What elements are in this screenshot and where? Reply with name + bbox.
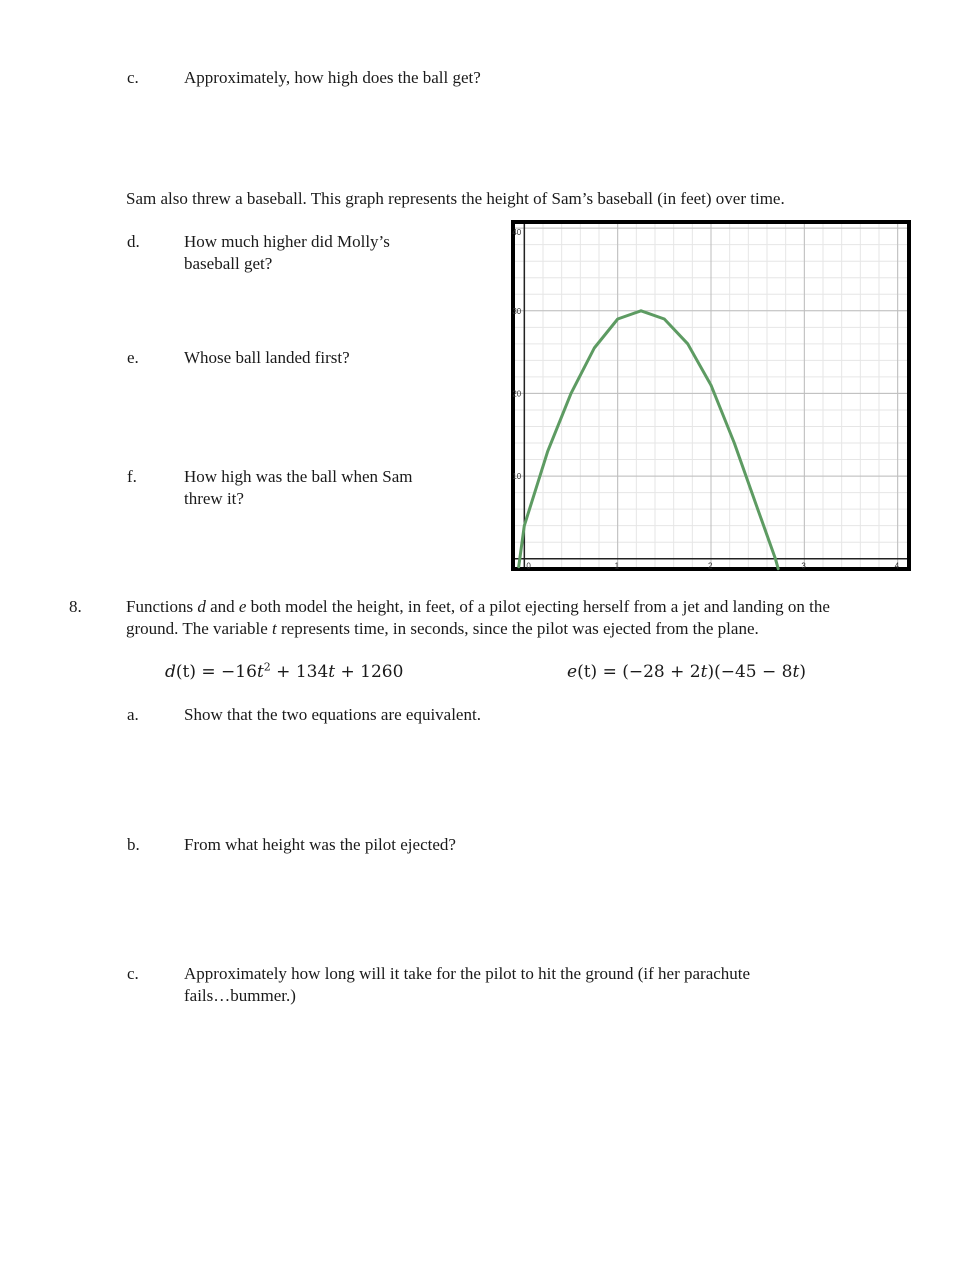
q8c-question bbox=[184, 963, 750, 1007]
eq-e-t2: t bbox=[792, 662, 800, 682]
eq-e-t1: t bbox=[700, 662, 708, 682]
q8-prompt bbox=[126, 596, 916, 640]
q8b-label: b. bbox=[127, 835, 140, 854]
part-f-line1: How high was the ball when Sam bbox=[184, 467, 413, 486]
part-c-label: c. bbox=[127, 68, 139, 87]
part-d-line2: baseball get? bbox=[184, 254, 273, 273]
eq-e-rhs-b: )(−45 − 8 bbox=[707, 662, 793, 682]
q8-line2 bbox=[126, 618, 916, 640]
q8-line2-post: represents time, in seconds, since the pilot was ejected from the plane. bbox=[276, 619, 759, 638]
x-tick-label: 0 bbox=[526, 561, 531, 571]
eq-e-arg: (t) bbox=[577, 662, 598, 682]
var-d: d bbox=[197, 597, 206, 616]
y-tick-label: 40 bbox=[512, 228, 522, 238]
q8-line2-pre: ground. The variable bbox=[126, 619, 273, 638]
equation-e bbox=[567, 661, 806, 683]
eq-e-rhs-a: = (−28 + 2 bbox=[597, 662, 701, 682]
part-e-label: e. bbox=[127, 348, 139, 367]
part-d-label: d. bbox=[127, 232, 140, 251]
q8a-question: Show that the two equations are equivalent. bbox=[184, 705, 481, 724]
part-e-question: Whose ball landed first? bbox=[184, 348, 350, 367]
eq-e-rhs-c: ) bbox=[799, 662, 806, 682]
part-d-line1: How much higher did Molly’s bbox=[184, 232, 390, 251]
q8b-question: From what height was the pilot ejected? bbox=[184, 835, 456, 854]
y-tick-label: 30 bbox=[512, 306, 522, 316]
eq-e-lhs: e bbox=[567, 662, 578, 682]
q8a-label: a. bbox=[127, 705, 139, 724]
q8-line1-mid: and bbox=[205, 597, 239, 616]
graph-svg bbox=[512, 224, 907, 571]
var-t: t bbox=[272, 619, 277, 638]
part-f-label: f. bbox=[127, 467, 137, 486]
sam-baseball-graph bbox=[511, 220, 911, 571]
x-tick-label: 3 bbox=[801, 561, 806, 571]
var-e: e bbox=[238, 597, 247, 616]
eq-d-arg: (t) bbox=[175, 662, 196, 682]
x-tick-label: 4 bbox=[894, 561, 900, 571]
part-f-line2: threw it? bbox=[184, 489, 244, 508]
equation-d bbox=[165, 661, 403, 683]
y-tick-label: 20 bbox=[512, 389, 522, 399]
q8c-line2: fails…bummer.) bbox=[184, 986, 296, 1005]
q8c-label: c. bbox=[127, 964, 139, 983]
y-tick-label: 10 bbox=[512, 472, 522, 482]
eq-d-t1: t bbox=[256, 662, 264, 682]
x-tick-label: 2 bbox=[708, 561, 713, 571]
part-d-question bbox=[184, 231, 390, 275]
eq-d-lhs: d bbox=[165, 662, 176, 682]
q8-line1-post: both model the height, in feet, of a pilot ejecting herself from a jet and landing on the bbox=[246, 597, 830, 616]
series-line-sam-baseball bbox=[519, 311, 779, 569]
eq-d-exponent: 2 bbox=[263, 660, 271, 674]
eq-d-t2: t bbox=[328, 662, 336, 682]
part-c-question: Approximately, how high does the ball get? bbox=[184, 68, 481, 87]
q8-number: 8. bbox=[69, 597, 82, 616]
eq-d-rhs-a: = −16 bbox=[196, 662, 257, 682]
eq-d-rhs-b: + 134 bbox=[270, 662, 329, 682]
q8-line1-pre: Functions bbox=[126, 597, 198, 616]
part-f-question bbox=[184, 466, 413, 510]
q8-line1 bbox=[126, 596, 916, 618]
eq-d-rhs-c: + 1260 bbox=[335, 662, 404, 682]
sam-intro-text: Sam also threw a baseball. This graph represents the height of Sam’s baseball (in feet) over time. bbox=[126, 189, 785, 208]
x-tick-label: 1 bbox=[614, 561, 620, 571]
q8c-line1: Approximately how long will it take for the pilot to hit the ground (if her parachute bbox=[184, 964, 751, 983]
